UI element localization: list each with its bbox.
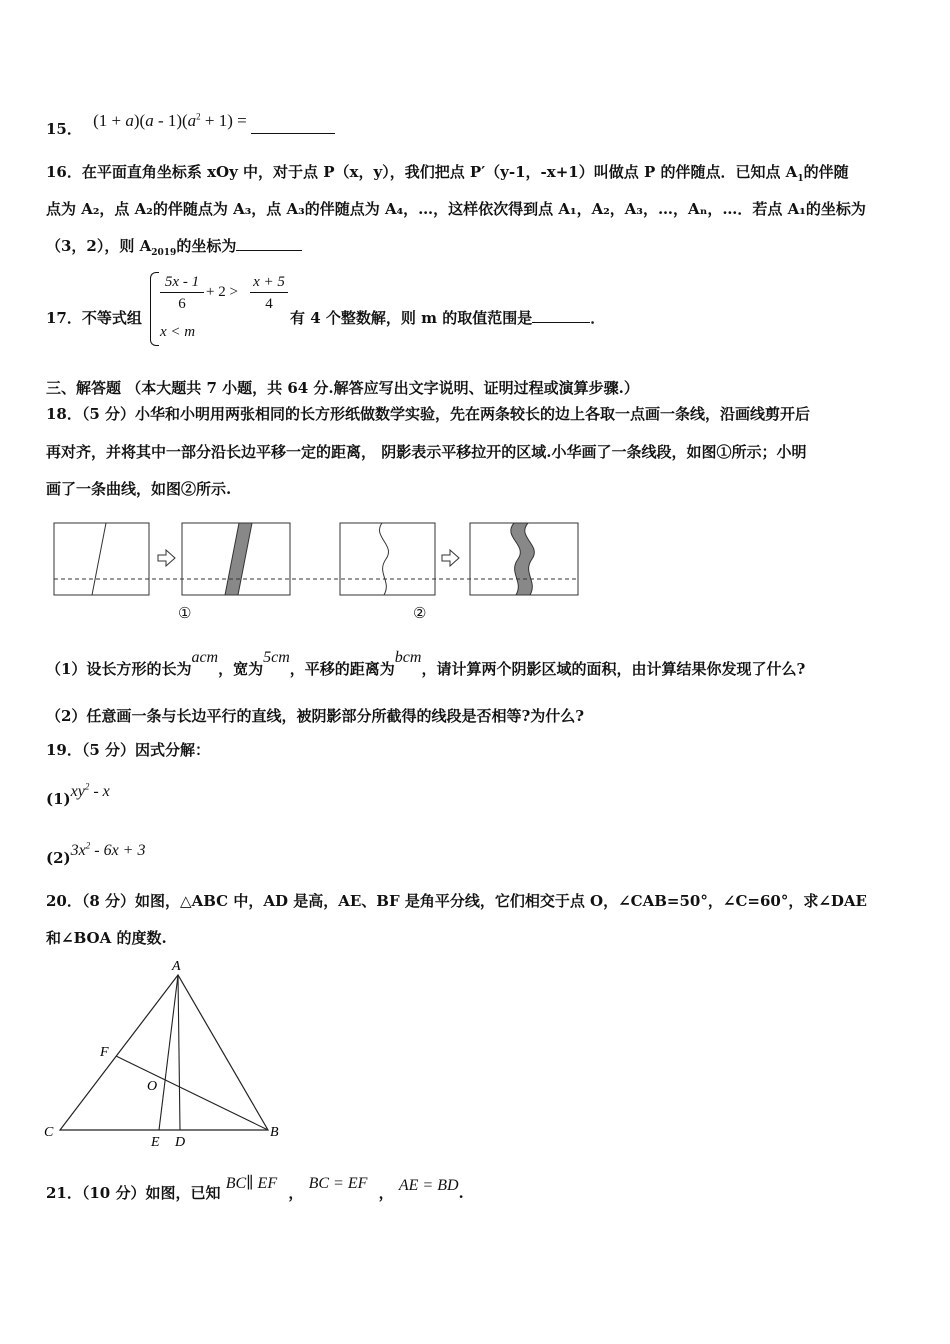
q20-line-2: 和∠BOA 的度数. — [46, 929, 167, 947]
q18-text: ，平移的距离为 — [289, 660, 395, 678]
q15-var-a: a — [125, 110, 134, 130]
label-a: A — [172, 959, 181, 974]
q21-condition-2: BC = EF — [308, 1175, 368, 1192]
q15-expression — [93, 111, 251, 130]
fig2-shaded-band — [511, 523, 535, 595]
q19-expr-part: 3x — [70, 842, 86, 860]
label-o: O — [147, 1079, 158, 1094]
q15-exponent: 2 — [196, 111, 201, 121]
q17-label: 17．不等式组 — [46, 309, 142, 327]
q17-denominator-1: 6 — [178, 296, 186, 312]
arrow-right-icon — [158, 550, 175, 566]
q21-text: . — [458, 1184, 464, 1202]
q18-text: （1）设长方形的长为 — [46, 660, 192, 678]
q21-line — [46, 1175, 464, 1204]
q16-line-1 — [46, 162, 849, 189]
q21-separator: ， — [288, 1184, 304, 1202]
q16-line-3 — [46, 236, 302, 263]
q15-expr-part: + 1) = — [200, 110, 247, 130]
q16-text: 点为 A₂，点 A₂的伴随点为 A₃，点 A₃的伴随点为 A₄，…，这样依次得到点 A₁，A₂，A₃，…，Aₙ，…．若点 A₁的坐标为 — [46, 200, 866, 218]
q15-var-a: a — [187, 110, 197, 130]
q17-denominator-2: 4 — [265, 296, 273, 312]
q15-number: 15． — [46, 119, 82, 138]
triangle-abc — [60, 975, 268, 1130]
q15-expr-part: )( — [133, 110, 146, 130]
label-b: B — [270, 1125, 279, 1140]
fig2-cut-curve — [380, 523, 389, 595]
label-e: E — [151, 1135, 160, 1150]
q19-expr-part: - 6x + 3 — [90, 842, 146, 860]
fig2-label: ② — [413, 606, 427, 622]
q17-comparison: + 2 > — [206, 284, 238, 300]
q17-numerator-1: 5x - 1 — [160, 272, 204, 293]
q18-part-2: （2）任意画一条与长边平行的直线，被阴影部分所截得的线段是否相等?为什么? — [46, 707, 585, 725]
q18-figures — [40, 515, 600, 610]
q17-numerator-2: x + 5 — [250, 272, 288, 293]
q17-inequality-2: x < m — [160, 324, 196, 340]
q15-expr-part: (1 + — [93, 110, 126, 130]
bisector-ae — [159, 975, 178, 1130]
fig1-shaded-band — [225, 523, 252, 595]
fig2-rect-left — [340, 523, 435, 595]
q16-text: 的伴随 — [803, 163, 849, 181]
label-f: F — [100, 1045, 109, 1060]
q16-subscript: 2019 — [151, 248, 177, 258]
q18-line-2: 再对齐，并将其中一部分沿长边平移一定的距离， 阴影表示平移拉开的区域.小华画了一条线段，如图①所示；小明 — [46, 443, 807, 461]
q20-line-1: 20．（8 分）如图，△ABC 中，AD 是高，AE、BF 是角平分线，它们相交于点 O，∠CAB=50°，∠C=60°，求∠DAE — [46, 892, 867, 910]
bisector-bf — [116, 1056, 268, 1130]
q18-text: ，请计算两个阴影区域的面积，由计算结果你发现了什么? — [421, 660, 806, 678]
q16-text: 16．在平面直角坐标系 xOy 中，对于点 P（x，y），我们把点 P′（y-1，-x+1）叫做点 P 的伴随点．已知点 A — [46, 163, 798, 181]
q19-item-label: (1) — [46, 790, 71, 809]
q17-tail — [290, 308, 605, 328]
section-3-heading: 三、解答题 （本大题共 7 小题，共 64 分.解答应写出文字说明、证明过程或演算步骤.） — [46, 379, 639, 397]
fig1-label: ① — [178, 606, 192, 622]
q21-separator: ， — [378, 1184, 394, 1202]
arrow-right-icon — [442, 550, 459, 566]
q21-condition-1: BC∥ EF — [225, 1175, 278, 1192]
q15-line — [46, 106, 335, 138]
q19-item-2 — [46, 836, 146, 868]
q17-text: 有 4 个整数解，则 m 的取值范围是 — [290, 309, 533, 327]
label-c: C — [44, 1125, 54, 1140]
q15-expr-part: - 1)( — [153, 110, 188, 130]
q16-answer-blank[interactable] — [236, 236, 302, 251]
q17-system-brace — [150, 272, 159, 346]
altitude-ad — [178, 975, 180, 1130]
q15-var-a: a — [145, 110, 154, 130]
q16-text: 的坐标为 — [176, 237, 237, 255]
q17-answer-blank[interactable] — [532, 308, 590, 323]
q18-var-5cm: 5cm — [263, 649, 290, 666]
q18-line-3: 画了一条曲线，如图②所示. — [46, 480, 232, 498]
q18-part-1 — [46, 649, 806, 680]
q17-text: ． — [590, 309, 606, 327]
q18-text: ，宽为 — [218, 660, 264, 678]
q21-text: 21．（10 分）如图，已知 — [46, 1184, 221, 1202]
q19-exponent: 2 — [85, 841, 91, 851]
q18-var-acm: acm — [191, 649, 219, 666]
q16-line-2 — [46, 199, 866, 219]
label-d: D — [175, 1135, 186, 1150]
q17-fraction-2 — [250, 272, 288, 315]
q19-expr-part: xy — [70, 783, 85, 801]
q19-expr-1 — [71, 783, 110, 800]
q19-item-1 — [46, 777, 110, 809]
q19-expr-2 — [71, 842, 146, 859]
q18-var-bcm: bcm — [394, 649, 422, 666]
q19-title: 19．（5 分）因式分解： — [46, 741, 211, 759]
fig1-cut-line — [92, 523, 106, 595]
fig1-rect-left — [54, 523, 149, 595]
q20-triangle-figure — [40, 955, 300, 1150]
q19-item-label: (2) — [46, 849, 71, 868]
q18-line-1: 18．（5 分）小华和小明用两张相同的长方形纸做数学实验，先在两条较长的边上各取一点画一条线，沿画线剪开后 — [46, 405, 811, 423]
q17-fraction-1 — [160, 272, 204, 315]
q15-answer-blank[interactable] — [251, 119, 335, 134]
q21-condition-3: AE = BD — [398, 1177, 459, 1194]
q16-text: （3，2），则 A — [46, 237, 152, 255]
q19-exponent: 2 — [84, 782, 90, 792]
q16-subscript: 1 — [797, 174, 804, 184]
q19-expr-part: - x — [89, 783, 110, 801]
